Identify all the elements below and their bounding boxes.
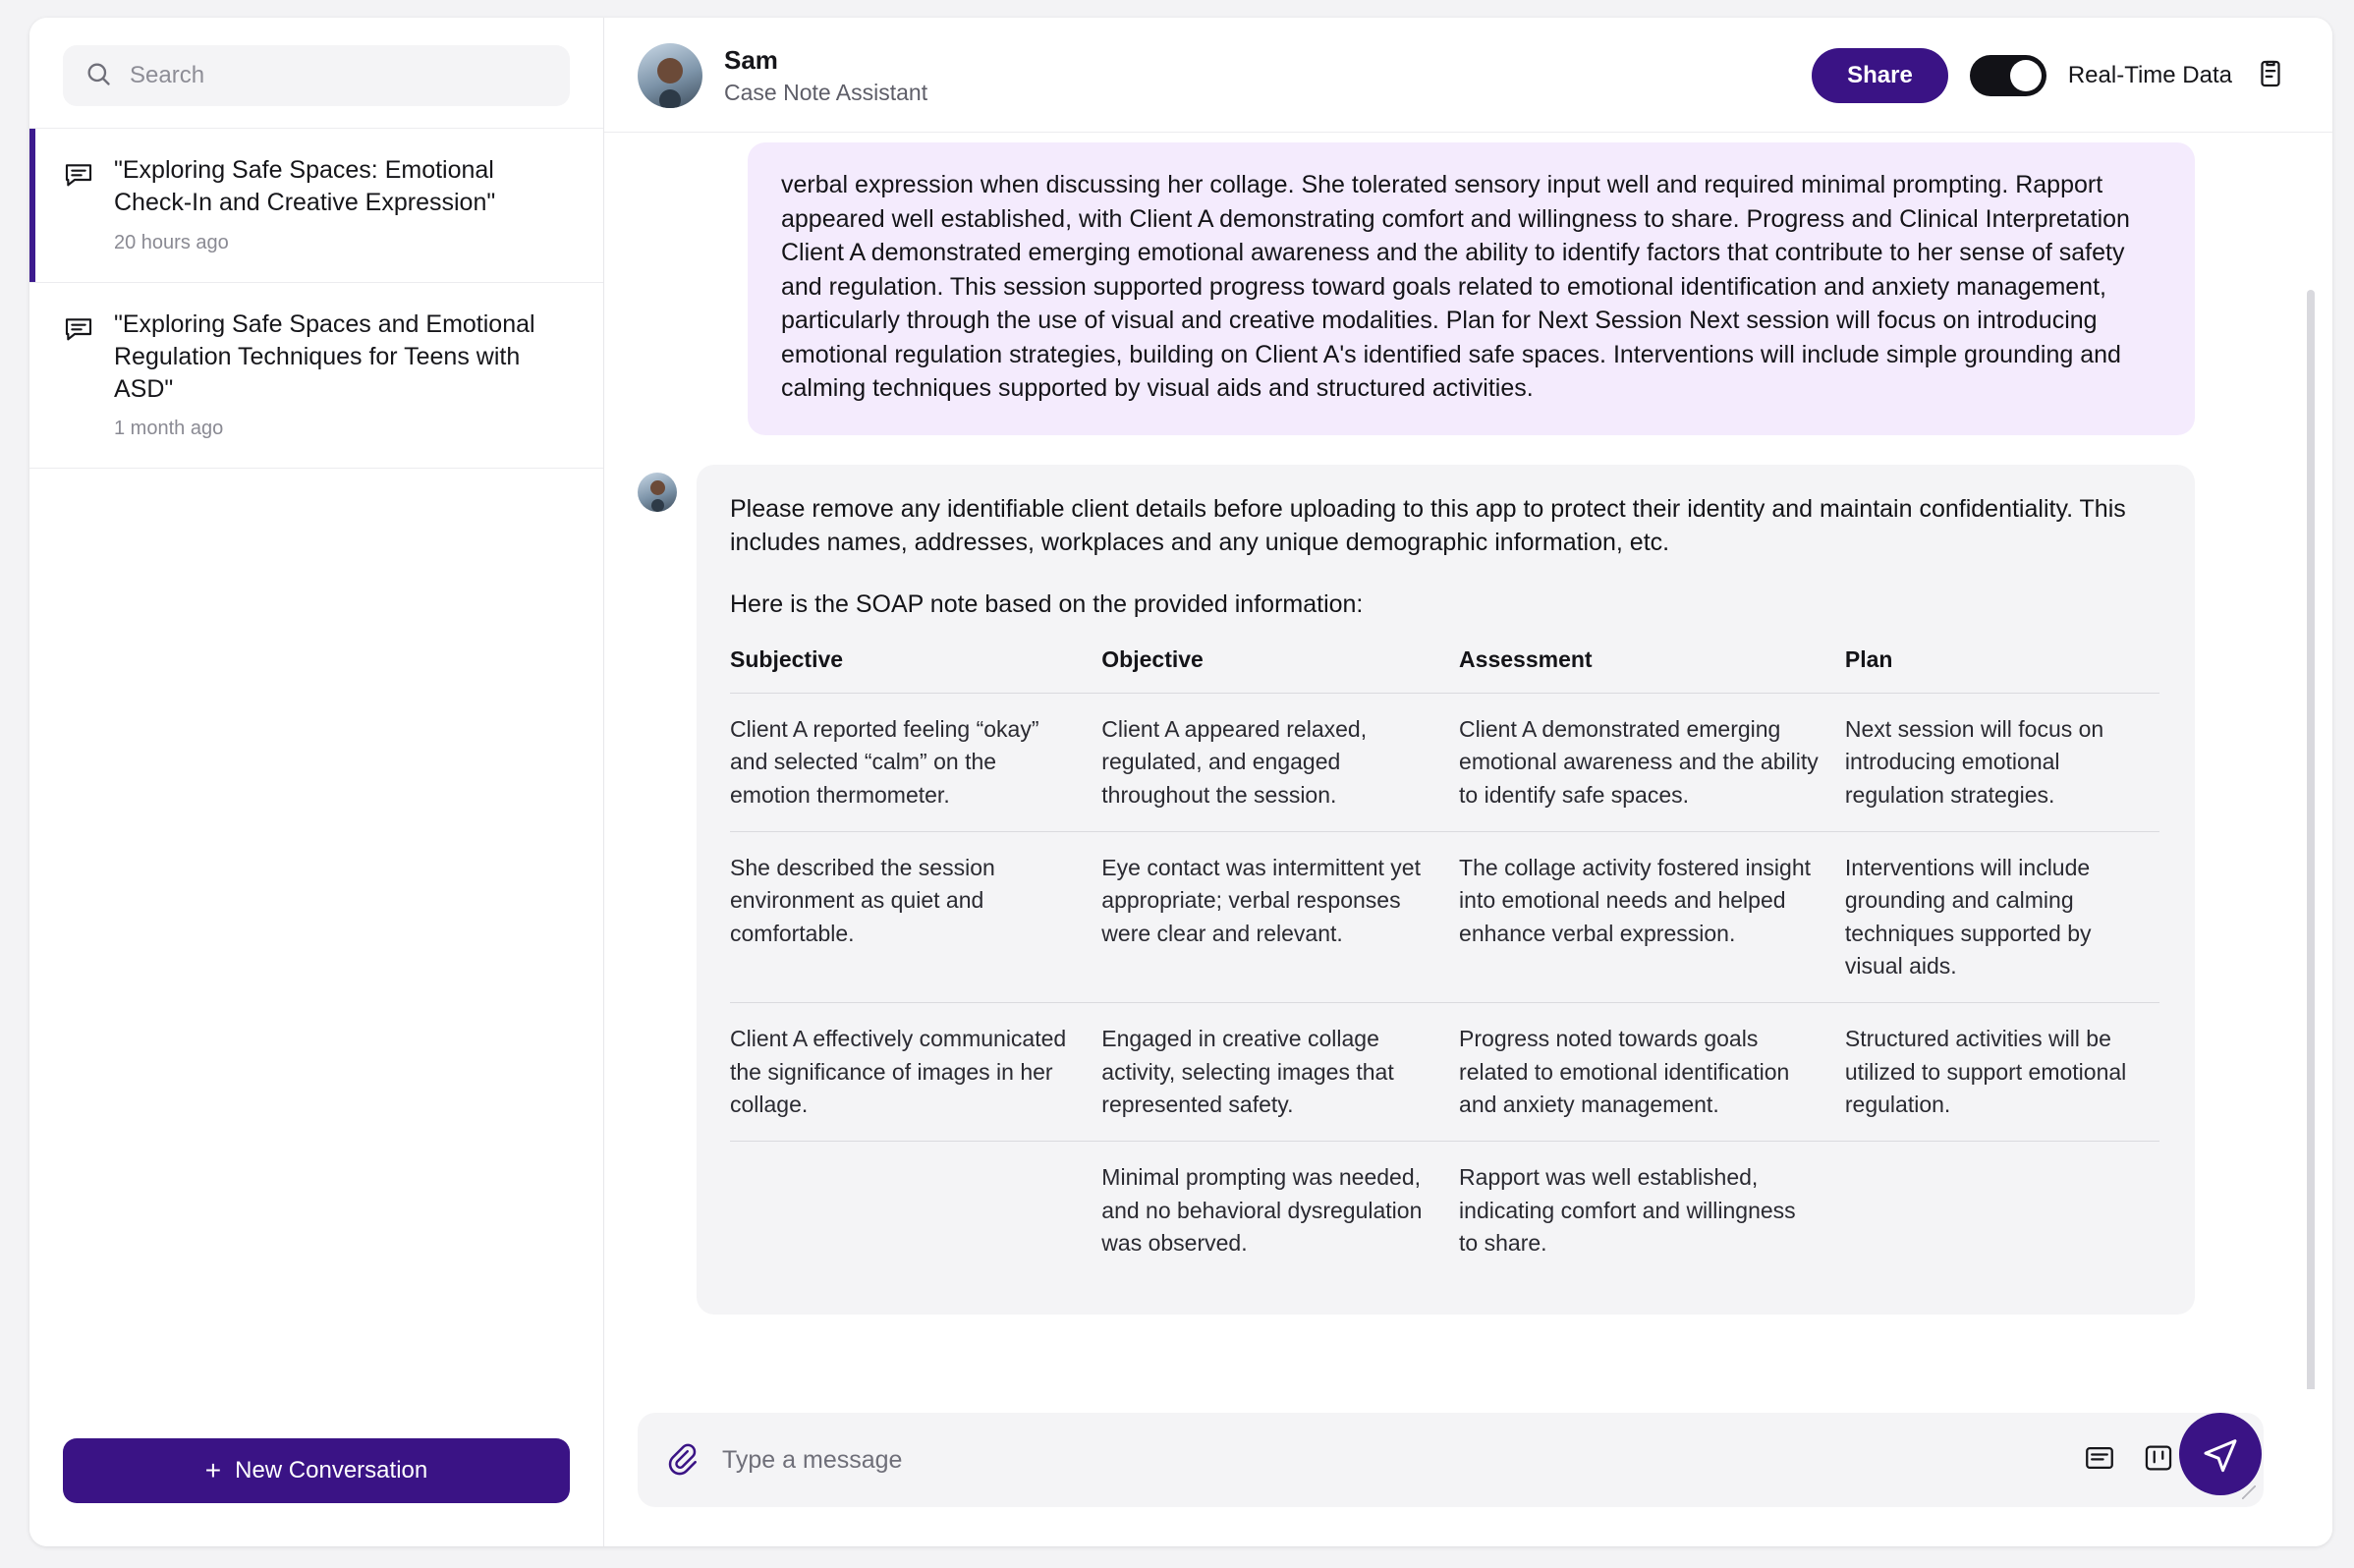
assistant-identity xyxy=(724,45,927,106)
cell-objective: Engaged in creative collage activity, selecting images that represented safety. xyxy=(1101,1003,1459,1142)
search-section xyxy=(29,18,603,128)
message-list xyxy=(604,133,2332,1389)
conversation-body xyxy=(114,308,566,441)
cell-subjective: She described the session environment as quiet and comfortable. xyxy=(730,832,1101,1003)
column-header-objective: Objective xyxy=(1101,635,1459,694)
conversation-title: "Exploring Safe Spaces: Emotional Check-In and Creative Expression" xyxy=(114,156,496,217)
cell-objective: Minimal prompting was needed, and no behavioral dysregulation was observed. xyxy=(1101,1164,1423,1257)
conversation-item-1[interactable] xyxy=(29,129,603,283)
assistant-name: Sam xyxy=(724,45,778,75)
new-conversation-label: New Conversation xyxy=(235,1457,428,1484)
cell-subjective xyxy=(730,1142,1101,1280)
new-conversation-button[interactable] xyxy=(63,1438,570,1503)
toggle-knob xyxy=(2010,60,2042,91)
column-header-assessment: Assessment xyxy=(1459,635,1845,694)
cell-assessment: The collage activity fostered insight into emotional needs and helped enhance verbal expression. xyxy=(1459,832,1845,1003)
conversation-list xyxy=(29,128,603,469)
cell-assessment: Rapport was well established, indicating comfort and willingness to share. xyxy=(1459,1164,1796,1257)
assistant-avatar xyxy=(638,473,677,512)
soap-note-table xyxy=(730,635,2159,1279)
cell-assessment: Client A demonstrated emerging emotional awareness and the ability to identify safe spaces. xyxy=(1459,694,1845,832)
assistant-disclaimer: Please remove any identifiable client details before uploading to this app to protect their identity and maintain confidentiality. This includes names, addresses, workplaces and any unique demographic information, etc. xyxy=(730,494,2126,556)
cell-plan xyxy=(1845,1142,2159,1280)
assistant-subtitle: Case Note Assistant xyxy=(724,80,928,105)
template-icon[interactable] xyxy=(2083,1441,2116,1480)
conversation-timestamp: 20 hours ago xyxy=(114,231,229,253)
conversation-item-2[interactable] xyxy=(29,283,603,470)
table-row xyxy=(730,694,2159,832)
table-row xyxy=(730,1003,2159,1142)
composer-area xyxy=(604,1389,2332,1546)
search-icon xyxy=(84,60,112,92)
real-time-data-label: Real-Time Data xyxy=(2067,62,2232,88)
table-row xyxy=(730,1142,2159,1280)
app-window xyxy=(29,18,2332,1546)
conversation-timestamp: 1 month ago xyxy=(114,418,224,440)
attachment-icon[interactable] xyxy=(663,1440,699,1481)
conversation-body xyxy=(114,154,566,254)
cell-plan: Next session will focus on introducing emotional regulation strategies. xyxy=(1845,694,2159,832)
cell-objective: Client A appeared relaxed, regulated, and engaged throughout the session. xyxy=(1101,694,1459,832)
cell-objective: Eye contact was intermittent yet appropriate; verbal responses were clear and relevant. xyxy=(1101,832,1459,1003)
conversation-title: "Exploring Safe Spaces and Emotional Regulation Techniques for Teens with ASD" xyxy=(114,309,535,403)
table-row xyxy=(730,832,2159,1003)
message-composer[interactable] xyxy=(638,1413,2264,1507)
chat-scrollbar[interactable] xyxy=(2307,290,2315,1389)
message-input[interactable] xyxy=(720,1445,2061,1476)
column-header-subjective: Subjective xyxy=(730,635,1101,694)
sidebar xyxy=(29,18,604,1546)
plus-icon: + xyxy=(204,1455,222,1485)
assistant-bubble xyxy=(697,465,2195,1316)
user-message: verbal expression when discussing her collage. She tolerated sensory input well and required minimal prompting. Rapport appeared well established, with Client A demonstrating comfort and willingness to share. Progress and Clinical Interpretation Client A demonstrated emerging emotional awareness and the ability to identify factors that contribute to her sense of safety and regulation. This session supported progress toward goals related to emotional identification and anxiety management, particularly through the use of visual and creative modalities. Plan for Next Session Next session will focus on introducing emotional regulation strategies, building on Client A's identified safe spaces. Interventions will include simple grounding and calming techniques supported by visual aids and structured activities. xyxy=(748,142,2195,435)
cell-plan: Interventions will include grounding and calming techniques supported by visual aids. xyxy=(1845,832,2159,1003)
main-panel xyxy=(604,18,2332,1546)
search-box[interactable] xyxy=(63,45,570,106)
real-time-data-toggle[interactable] xyxy=(1970,55,2046,96)
table-header-row xyxy=(730,635,2159,694)
board-icon[interactable] xyxy=(2142,1441,2175,1480)
cell-subjective: Client A effectively communicated the significance of images in her collage. xyxy=(730,1003,1101,1142)
share-button[interactable]: Share xyxy=(1812,48,1948,103)
cell-plan: Structured activities will be utilized to support emotional regulation. xyxy=(1845,1003,2159,1142)
chat-bubble-icon xyxy=(63,308,94,441)
cell-assessment: Progress noted towards goals related to emotional identification and anxiety management. xyxy=(1459,1003,1845,1142)
sidebar-footer xyxy=(29,1438,603,1546)
header-actions xyxy=(1812,48,2287,103)
assistant-message xyxy=(638,465,2195,1316)
column-header-plan: Plan xyxy=(1845,635,2159,694)
avatar xyxy=(638,43,702,108)
copy-notes-icon[interactable] xyxy=(2254,57,2287,95)
search-input[interactable] xyxy=(128,61,548,90)
chat-header xyxy=(604,18,2332,133)
chat-bubble-icon xyxy=(63,154,94,254)
cell-subjective: Client A reported feeling “okay” and selected “calm” on the emotion thermometer. xyxy=(730,694,1101,832)
assistant-intro: Here is the SOAP note based on the provided information: xyxy=(730,589,1364,618)
send-button[interactable] xyxy=(2179,1413,2262,1495)
